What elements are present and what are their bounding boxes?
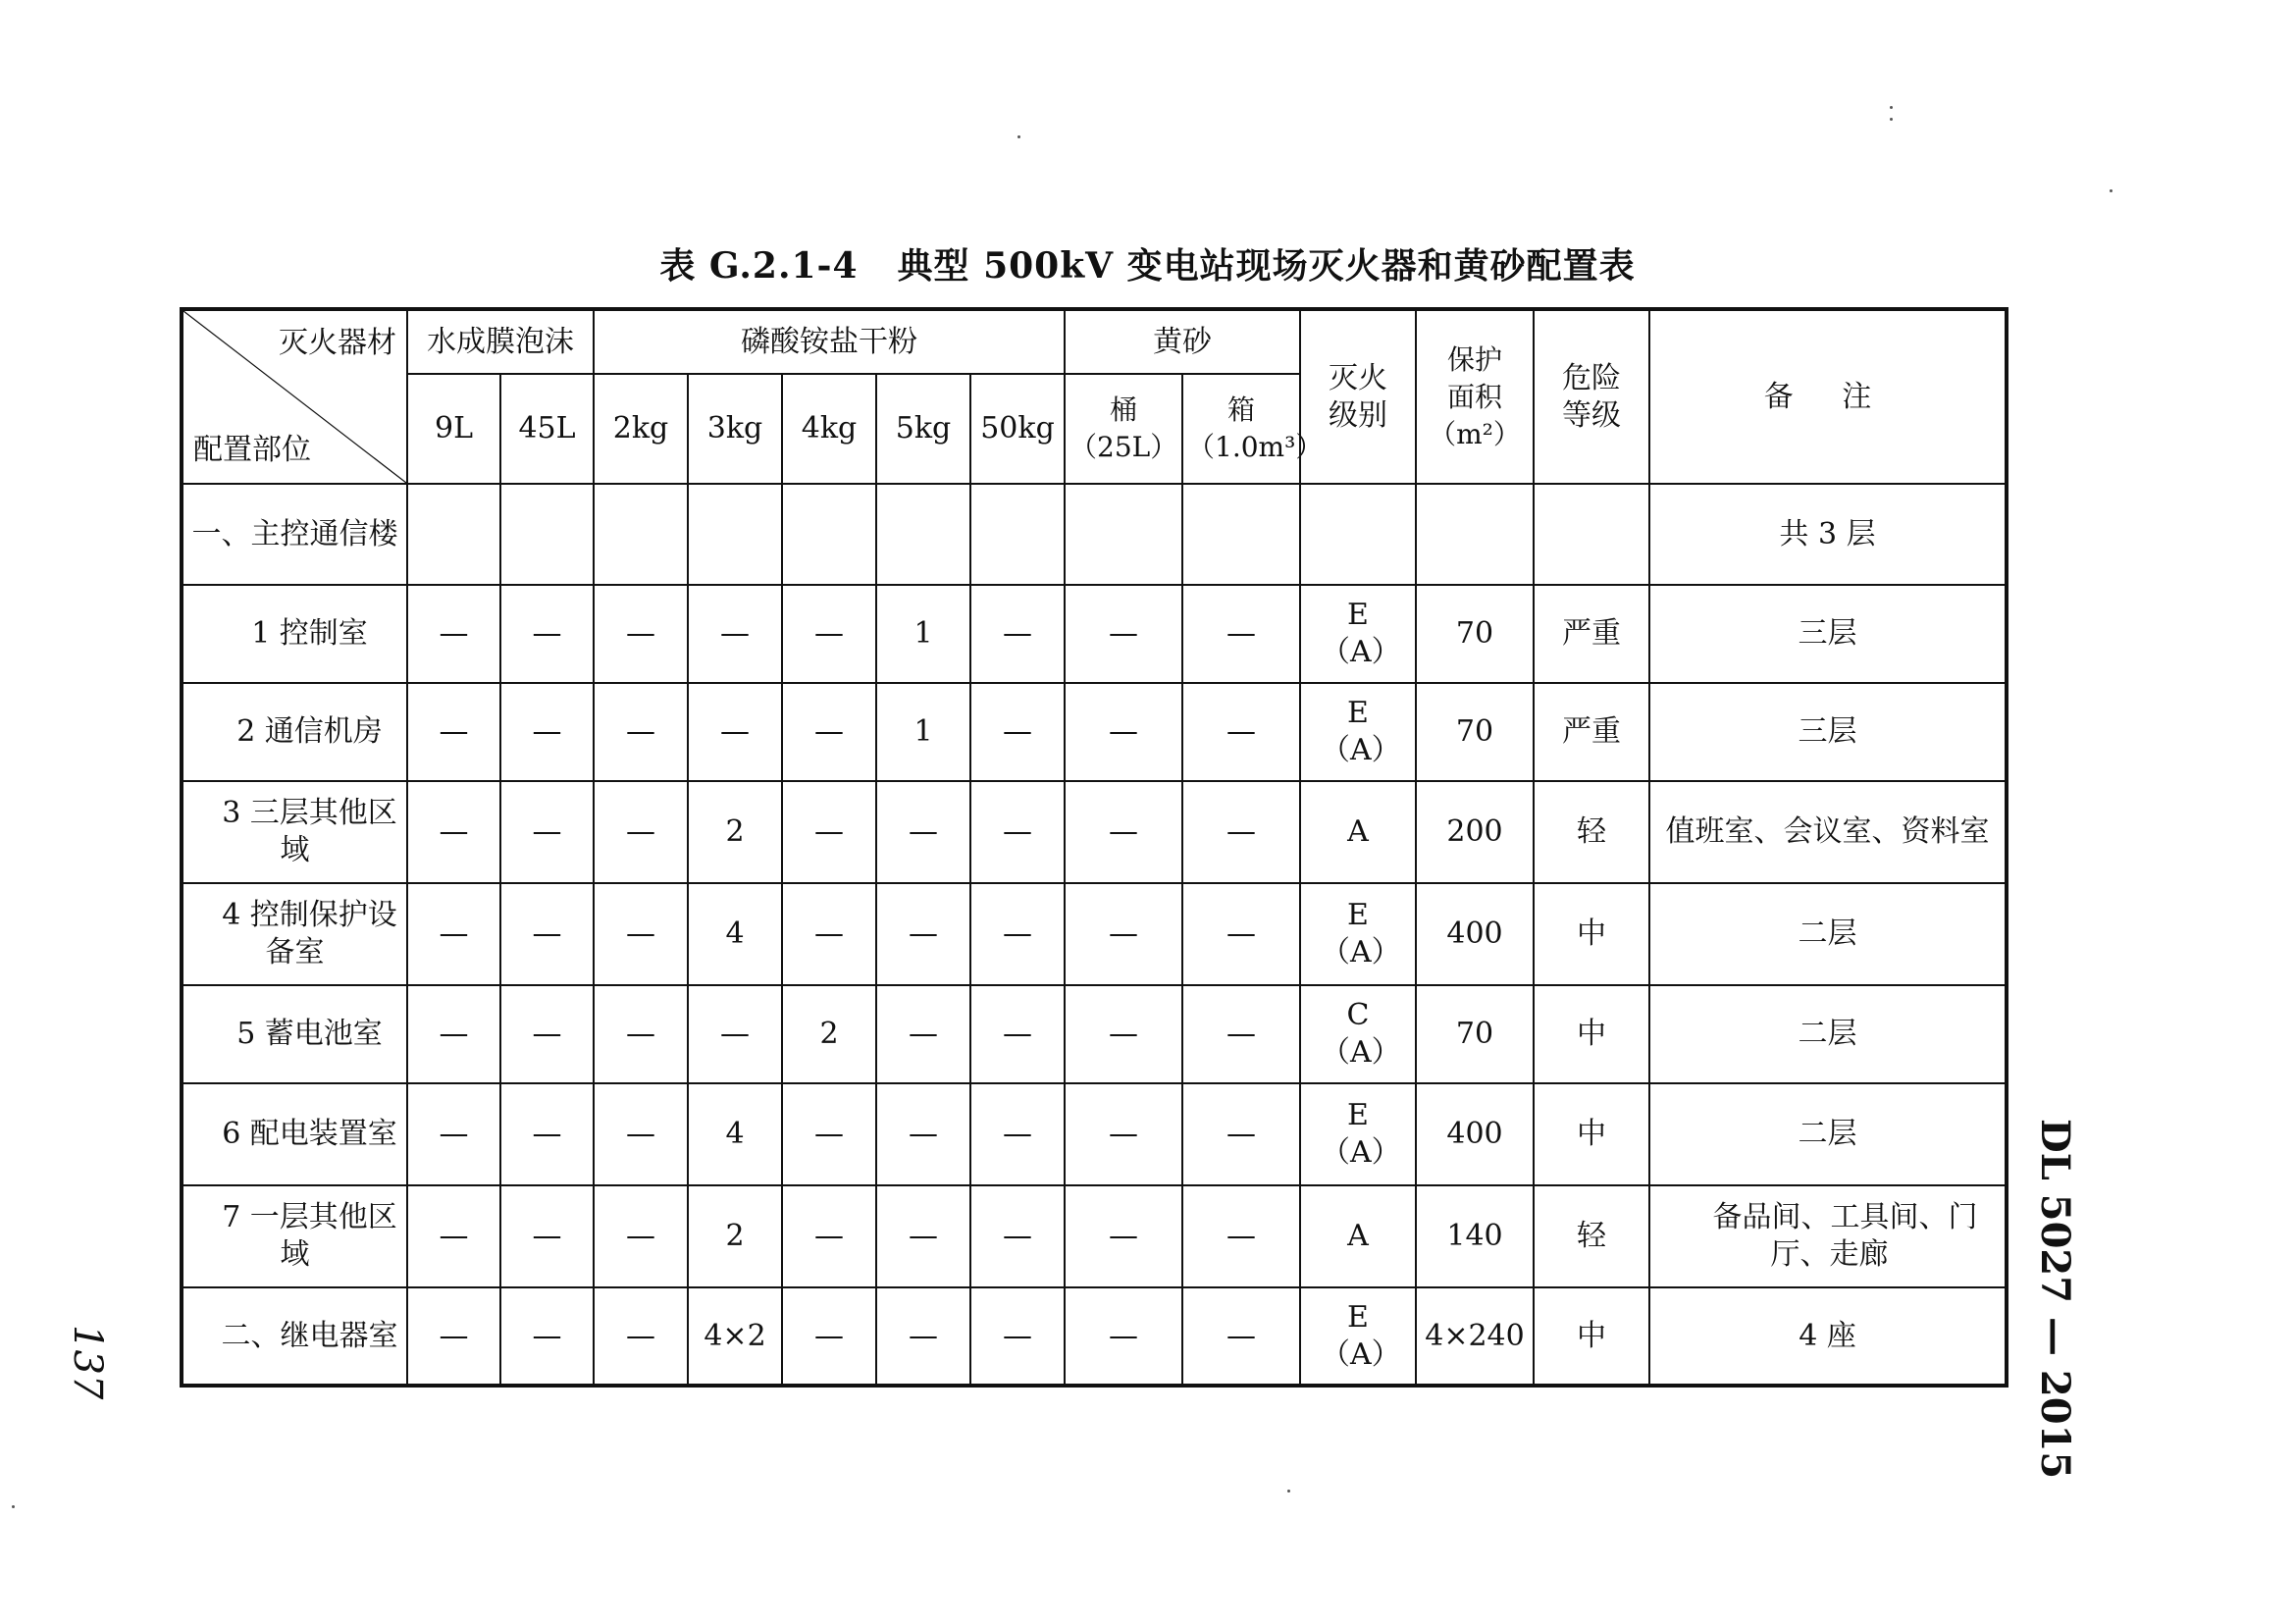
section-name: 一、主控通信楼 bbox=[182, 484, 407, 585]
row-quantity: — bbox=[970, 1287, 1065, 1386]
row-location: 4 控制保护设备室 bbox=[182, 883, 407, 985]
table-row bbox=[182, 1287, 2007, 1386]
row-quantity: — bbox=[782, 781, 876, 883]
row-location: 7 一层其他区域 bbox=[182, 1185, 407, 1287]
row-quantity: — bbox=[782, 1185, 876, 1287]
row-quantity: — bbox=[407, 1185, 500, 1287]
row-fire-class: E（A） bbox=[1300, 1287, 1416, 1386]
empty-cell bbox=[1065, 484, 1182, 585]
row-fire-class: E（A） bbox=[1300, 683, 1416, 781]
row-quantity: — bbox=[407, 781, 500, 883]
row-quantity: — bbox=[407, 1287, 500, 1386]
row-quantity: — bbox=[1182, 683, 1300, 781]
row-quantity: — bbox=[500, 1083, 594, 1185]
empty-cell bbox=[594, 484, 688, 585]
row-quantity: — bbox=[688, 585, 782, 683]
row-quantity: — bbox=[1065, 883, 1182, 985]
header-powder-4kg: 4kg bbox=[782, 374, 876, 484]
row-quantity: — bbox=[876, 883, 970, 985]
header-foam-45l: 45L bbox=[500, 374, 594, 484]
corner-bottom-label: 配置部位 bbox=[193, 433, 311, 467]
row-quantity: — bbox=[1065, 985, 1182, 1083]
header-area: 保护 面积 （m²） bbox=[1416, 309, 1534, 484]
row-hazard: 中 bbox=[1534, 985, 1649, 1083]
row-location: 二、继电器室 bbox=[182, 1287, 407, 1386]
header-fire-class: 灭火级别 bbox=[1300, 309, 1416, 484]
scan-speck bbox=[1890, 118, 1893, 121]
page-number: 137 bbox=[65, 1325, 110, 1400]
header-powder: 磷酸铵盐干粉 bbox=[594, 309, 1065, 374]
empty-cell bbox=[688, 484, 782, 585]
section-row-main-building bbox=[182, 484, 2007, 585]
row-quantity: — bbox=[688, 683, 782, 781]
scan-speck bbox=[2110, 189, 2112, 192]
table-row bbox=[182, 1185, 2007, 1287]
row-quantity: — bbox=[1065, 1185, 1182, 1287]
row-quantity: — bbox=[876, 985, 970, 1083]
extinguisher-config-table bbox=[180, 307, 2008, 1388]
row-quantity: — bbox=[1182, 883, 1300, 985]
row-quantity: — bbox=[876, 1083, 970, 1185]
scan-speck bbox=[1017, 135, 1020, 138]
row-note: 二层 bbox=[1649, 1083, 2007, 1185]
row-quantity: — bbox=[876, 1185, 970, 1287]
section-note: 共 3 层 bbox=[1649, 484, 2007, 585]
row-quantity: — bbox=[782, 1083, 876, 1185]
row-quantity: — bbox=[782, 683, 876, 781]
row-note: 三层 bbox=[1649, 585, 2007, 683]
table-caption: 典型 500kV 变电站现场灭火器和黄砂配置表 bbox=[897, 245, 1636, 287]
row-quantity: — bbox=[594, 781, 688, 883]
row-fire-class: E（A） bbox=[1300, 883, 1416, 985]
empty-cell bbox=[407, 484, 500, 585]
row-area: 400 bbox=[1416, 1083, 1534, 1185]
row-hazard: 严重 bbox=[1534, 683, 1649, 781]
row-quantity: — bbox=[970, 585, 1065, 683]
row-quantity: — bbox=[1182, 985, 1300, 1083]
row-quantity: — bbox=[970, 985, 1065, 1083]
row-quantity: 2 bbox=[782, 985, 876, 1083]
row-quantity: — bbox=[688, 985, 782, 1083]
row-quantity: — bbox=[1182, 1287, 1300, 1386]
row-hazard: 轻 bbox=[1534, 1185, 1649, 1287]
row-area: 400 bbox=[1416, 883, 1534, 985]
row-note: 二层 bbox=[1649, 883, 2007, 985]
empty-cell bbox=[970, 484, 1065, 585]
row-quantity: — bbox=[594, 683, 688, 781]
header-sand: 黄砂 bbox=[1065, 309, 1300, 374]
row-quantity: — bbox=[1065, 683, 1182, 781]
row-hazard: 轻 bbox=[1534, 781, 1649, 883]
row-note: 二层 bbox=[1649, 985, 2007, 1083]
empty-cell bbox=[1416, 484, 1534, 585]
empty-cell bbox=[500, 484, 594, 585]
header-foam: 水成膜泡沫 bbox=[407, 309, 594, 374]
row-quantity: — bbox=[970, 883, 1065, 985]
row-location: 5 蓄电池室 bbox=[182, 985, 407, 1083]
row-quantity: — bbox=[782, 883, 876, 985]
row-quantity: — bbox=[876, 1287, 970, 1386]
row-quantity: — bbox=[500, 985, 594, 1083]
row-quantity: 4×2 bbox=[688, 1287, 782, 1386]
empty-cell bbox=[1182, 484, 1300, 585]
row-fire-class: A bbox=[1300, 1185, 1416, 1287]
row-area: 70 bbox=[1416, 985, 1534, 1083]
table-row bbox=[182, 1083, 2007, 1185]
row-quantity: — bbox=[970, 1083, 1065, 1185]
row-quantity: — bbox=[407, 1083, 500, 1185]
row-quantity: — bbox=[407, 985, 500, 1083]
row-area: 4×240 bbox=[1416, 1287, 1534, 1386]
row-note: 4 座 bbox=[1649, 1287, 2007, 1386]
scan-speck bbox=[1287, 1490, 1290, 1493]
row-quantity: — bbox=[500, 781, 594, 883]
row-location: 2 通信机房 bbox=[182, 683, 407, 781]
row-quantity: — bbox=[407, 883, 500, 985]
row-quantity: 1 bbox=[876, 683, 970, 781]
row-quantity: — bbox=[594, 985, 688, 1083]
row-quantity: — bbox=[407, 585, 500, 683]
row-quantity: — bbox=[970, 683, 1065, 781]
table-code: 表 G.2.1-4 bbox=[659, 245, 859, 287]
scan-speck bbox=[1890, 106, 1893, 109]
row-area: 140 bbox=[1416, 1185, 1534, 1287]
header-powder-5kg: 5kg bbox=[876, 374, 970, 484]
header-hazard: 危险等级 bbox=[1534, 309, 1649, 484]
header-powder-3kg: 3kg bbox=[688, 374, 782, 484]
row-location: 3 三层其他区域 bbox=[182, 781, 407, 883]
row-quantity: — bbox=[1065, 781, 1182, 883]
row-quantity: — bbox=[500, 585, 594, 683]
row-quantity: 4 bbox=[688, 883, 782, 985]
header-sand-bucket: 桶 （25L） bbox=[1065, 374, 1182, 484]
empty-cell bbox=[782, 484, 876, 585]
row-quantity: — bbox=[500, 1287, 594, 1386]
row-hazard: 中 bbox=[1534, 883, 1649, 985]
row-fire-class: C（A） bbox=[1300, 985, 1416, 1083]
corner-header bbox=[182, 309, 407, 484]
row-quantity: — bbox=[1182, 781, 1300, 883]
row-quantity: — bbox=[594, 1287, 688, 1386]
row-quantity: — bbox=[500, 683, 594, 781]
row-quantity: — bbox=[1182, 1185, 1300, 1287]
row-quantity: 1 bbox=[876, 585, 970, 683]
row-quantity: — bbox=[1182, 1083, 1300, 1185]
header-powder-50kg: 50kg bbox=[970, 374, 1065, 484]
empty-cell bbox=[876, 484, 970, 585]
row-quantity: 4 bbox=[688, 1083, 782, 1185]
row-note: 备品间、工具间、门厅、走廊 bbox=[1649, 1185, 2007, 1287]
row-area: 70 bbox=[1416, 585, 1534, 683]
row-fire-class: E（A） bbox=[1300, 1083, 1416, 1185]
row-area: 200 bbox=[1416, 781, 1534, 883]
row-hazard: 中 bbox=[1534, 1287, 1649, 1386]
row-fire-class: E（A） bbox=[1300, 585, 1416, 683]
row-fire-class: A bbox=[1300, 781, 1416, 883]
table-row bbox=[182, 985, 2007, 1083]
header-foam-9l: 9L bbox=[407, 374, 500, 484]
row-quantity: — bbox=[970, 781, 1065, 883]
table-row bbox=[182, 781, 2007, 883]
row-quantity: — bbox=[500, 883, 594, 985]
standard-code: DL 5027 — 2015 bbox=[2032, 1119, 2078, 1480]
table-row bbox=[182, 883, 2007, 985]
row-location: 6 配电装置室 bbox=[182, 1083, 407, 1185]
corner-top-label: 灭火器材 bbox=[279, 326, 396, 360]
row-quantity: — bbox=[1065, 1083, 1182, 1185]
empty-cell bbox=[1534, 484, 1649, 585]
row-quantity: — bbox=[500, 1185, 594, 1287]
table-row bbox=[182, 585, 2007, 683]
row-quantity: — bbox=[407, 683, 500, 781]
row-quantity: — bbox=[1065, 585, 1182, 683]
row-quantity: — bbox=[876, 781, 970, 883]
row-quantity: 2 bbox=[688, 1185, 782, 1287]
table-title bbox=[0, 238, 2295, 288]
header-sand-box: 箱 （1.0m³） bbox=[1182, 374, 1300, 484]
row-quantity: — bbox=[594, 585, 688, 683]
row-quantity: — bbox=[970, 1185, 1065, 1287]
row-note: 值班室、会议室、资料室 bbox=[1649, 781, 2007, 883]
row-quantity: — bbox=[1065, 1287, 1182, 1386]
row-quantity: — bbox=[782, 1287, 876, 1386]
header-row-1 bbox=[182, 309, 2007, 374]
header-remarks: 备 注 bbox=[1649, 309, 2007, 484]
row-location: 1 控制室 bbox=[182, 585, 407, 683]
row-note: 三层 bbox=[1649, 683, 2007, 781]
row-quantity: — bbox=[594, 1083, 688, 1185]
row-quantity: 2 bbox=[688, 781, 782, 883]
row-area: 70 bbox=[1416, 683, 1534, 781]
row-hazard: 严重 bbox=[1534, 585, 1649, 683]
scan-speck bbox=[12, 1505, 15, 1508]
row-quantity: — bbox=[594, 1185, 688, 1287]
table-body bbox=[182, 585, 2007, 1386]
table-row bbox=[182, 683, 2007, 781]
row-quantity: — bbox=[782, 585, 876, 683]
row-hazard: 中 bbox=[1534, 1083, 1649, 1185]
header-powder-2kg: 2kg bbox=[594, 374, 688, 484]
empty-cell bbox=[1300, 484, 1416, 585]
row-quantity: — bbox=[594, 883, 688, 985]
row-quantity: — bbox=[1182, 585, 1300, 683]
